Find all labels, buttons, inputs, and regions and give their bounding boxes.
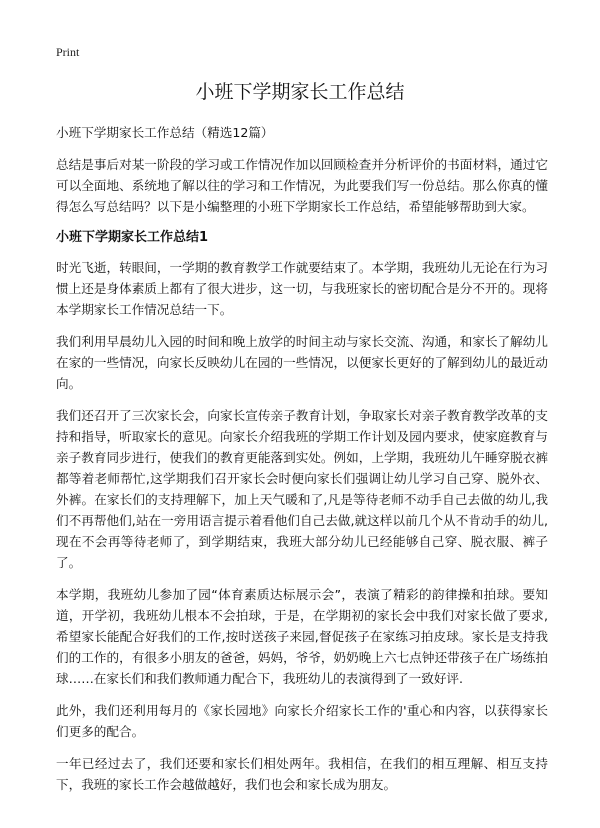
section-heading: 小班下学期家长工作总结1 [56,230,209,245]
article-body [56,122,548,806]
body-paragraph: 我们还召开了三次家长会，向家长宣传亲子教育计划，争取家长对亲子教育教学改革的支持和指导，听取家长的意见。向家长介绍我班的学期工作计划及园内要求，使家庭教育与亲子教育同步进行，使我们的教育更能落到实处。例如，上学期，我班幼儿午睡穿脱衣裤都等着老师帮忙,这学期我们召开家长会时便向家长们强调让幼儿学习自己穿、脱外衣、外裤。在家长们的支持理解下，加上天气暖和了,凡是等待老师不动手自己去做的幼儿,我们不再帮他们,站在一旁用语言提示着看他们自己去做,就这样以前几个从不肯动手的幼儿,现在不会再等待老师了，到学期结束，我班大部分幼儿已经能够自己穿、脱衣服、裤子了。 [56,408,548,570]
body-paragraph: 我们利用早晨幼儿入园的时间和晚上放学的时间主动与家长交流、沟通，和家长了解幼儿在家的一些情况，向家长反映幼儿在园的一些情况，以便家长更好的了解到幼儿的最近动向。 [56,334,548,391]
body-paragraph: 时光飞逝，转眼间，一学期的教育教学工作就要结束了。本学期，我班幼儿无论在行为习惯上还是身体素质上都有了很大进步，这一切，与我班家长的密切配合是分不开的。现将本学期家长工作情况总结一下。 [56,260,548,317]
body-paragraph: 本学期，我班幼儿参加了园“体育素质达标展示会”，表演了精彩的韵律操和拍球。要知道，开学初，我班幼儿根本不会拍球，于是，在学期初的家长会中我们对家长做了要求,希望家长能配合好我们的工作,按时送孩子来园,督促孩子在家练习拍皮球。家长是支持我们的工作的，有很多小朋友的爸爸，妈妈，爷爷，奶奶晚上六七点钟还带孩子在广场练拍球……在家长们和我们教师通力配合下，我班幼儿的表演得到了一致好评. [56,587,548,686]
intro-paragraph: 总结是事后对某一阶段的学习或工作情况作加以回顾检查并分析评价的书面材料，通过它可以全面地、系统地了解以往的学习和工作情况，为此要我们写一份总结。那么你真的懂得怎么写总结吗？以下是小编整理的小班下学期家长工作总结，希望能够帮助到大家。 [56,157,548,214]
article-subtitle: 小班下学期家长工作总结（精选12篇） [56,125,274,140]
print-link[interactable]: Print [56,45,80,59]
page-title: 小班下学期家长工作总结 [195,81,405,103]
body-paragraph: 此外，我们还利用每月的《家长园地》向家长介绍家长工作的'重心和内容，以获得家长们更多的配合。 [56,703,548,739]
body-paragraph: 一年已经过去了，我们还要和家长们相处两年。我相信，在我们的相互理解、相互支持下，我班的家长工作会越做越好，我们也会和家长成为朋友。 [56,756,548,792]
